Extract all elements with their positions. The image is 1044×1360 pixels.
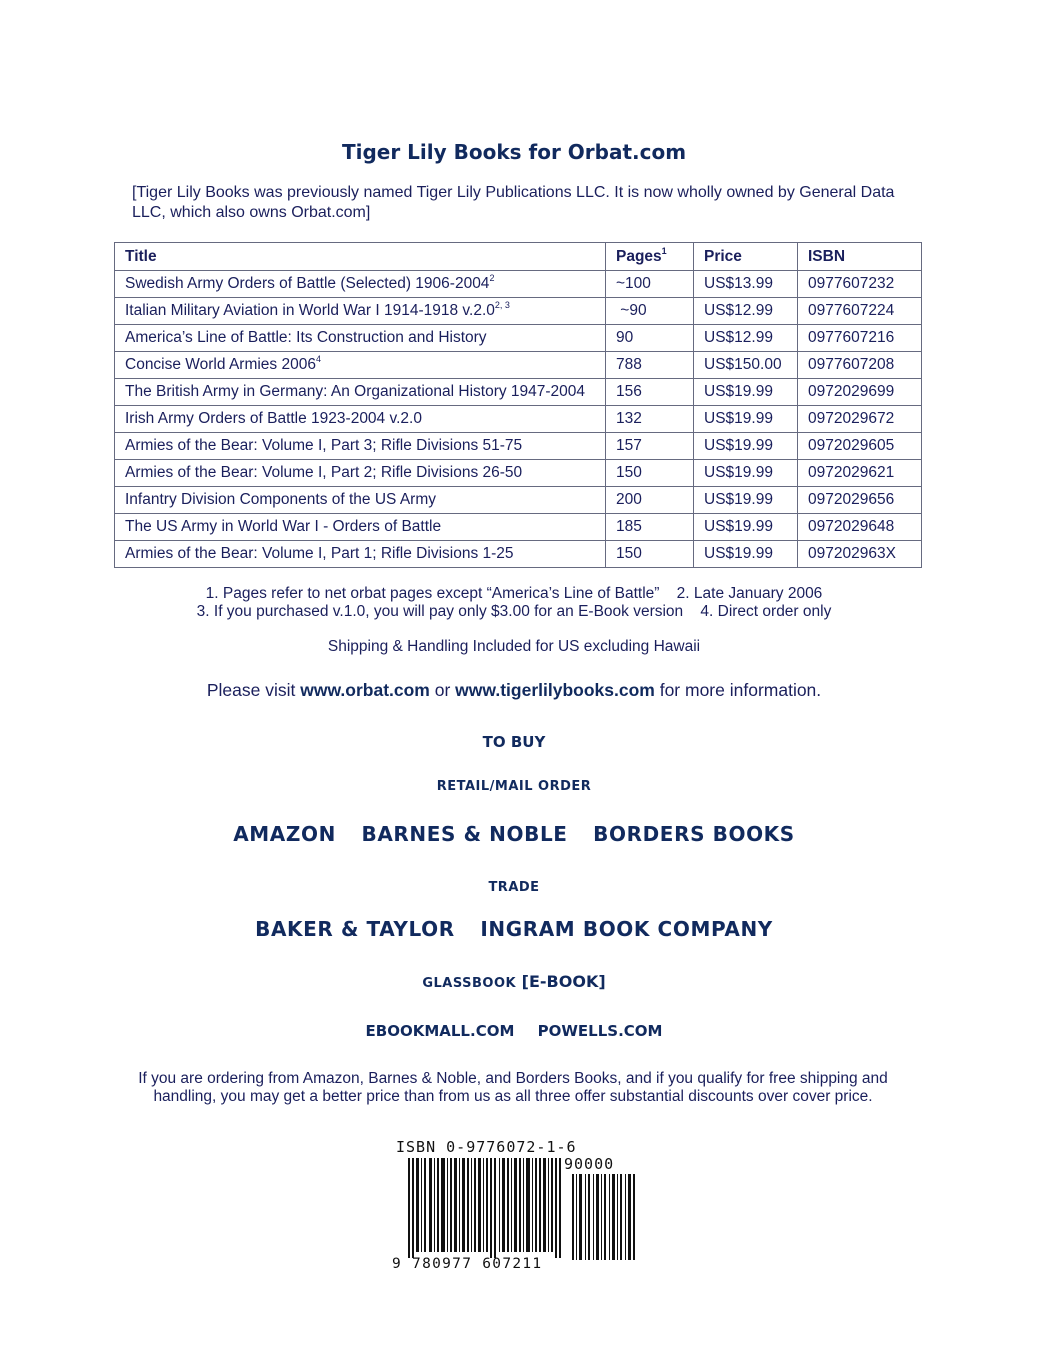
cell-title bbox=[115, 541, 606, 568]
footnote-line-1: 1. Pages refer to net orbat pages except “America’s Line of Battle” 2. Late January 2006 bbox=[205, 585, 823, 602]
ebook-heading bbox=[0, 972, 1028, 991]
cell-pages: 157 bbox=[606, 433, 694, 460]
cell-title bbox=[115, 298, 606, 325]
cell-isbn: 0972029605 bbox=[798, 433, 922, 460]
ebook-vendors bbox=[0, 1022, 1028, 1040]
cell-price: US$150.00 bbox=[694, 352, 798, 379]
to-buy-heading: TO BUY bbox=[482, 733, 546, 751]
ebook-bracket-label: [E-BOOK] bbox=[521, 972, 606, 991]
cell-isbn: 0977607232 bbox=[798, 271, 922, 298]
book-title: The US Army in World War I - Orders of Battle bbox=[125, 518, 442, 535]
tigerlily-link[interactable]: www.tigerlilybooks.com bbox=[455, 680, 655, 700]
page-title: Tiger Lily Books for Orbat.com bbox=[341, 140, 687, 164]
title-footnote-mark: 2 bbox=[489, 273, 495, 283]
book-title: Italian Military Aviation in World War I 1914-1918 v.2.0 bbox=[125, 302, 495, 319]
visit-suffix: for more information. bbox=[654, 680, 822, 700]
cell-pages: ~90 bbox=[606, 298, 694, 325]
cell-pages: 150 bbox=[606, 541, 694, 568]
vendor-borders: BORDERS BOOKS bbox=[593, 822, 795, 846]
cell-title bbox=[115, 433, 606, 460]
cell-price: US$19.99 bbox=[694, 541, 798, 568]
cell-price: US$12.99 bbox=[694, 325, 798, 352]
cell-title bbox=[115, 487, 606, 514]
vendor-baker-taylor: BAKER & TAYLOR bbox=[255, 917, 455, 941]
column-header-isbn: ISBN bbox=[798, 243, 922, 271]
cell-pages: 150 bbox=[606, 460, 694, 487]
vendor-amazon: AMAZON bbox=[233, 822, 336, 846]
vendor-powells: POWELLS.COM bbox=[537, 1022, 663, 1040]
trade-heading: TRADE bbox=[488, 880, 540, 895]
cell-title bbox=[115, 379, 606, 406]
cell-pages: ~100 bbox=[606, 271, 694, 298]
book-title: The British Army in Germany: An Organizational History 1947-2004 bbox=[125, 383, 586, 400]
barcode-isbn-text: ISBN 0-9776072-1-6 bbox=[396, 1138, 577, 1156]
retail-heading: RETAIL/MAIL ORDER bbox=[436, 779, 592, 794]
barcode-price-code: 90000 bbox=[564, 1155, 615, 1173]
book-title: Armies of the Bear: Volume I, Part 3; Rifle Divisions 51-75 bbox=[125, 437, 523, 454]
table-row bbox=[115, 352, 922, 379]
visit-line bbox=[0, 680, 1028, 701]
cell-price: US$12.99 bbox=[694, 298, 798, 325]
vendor-ebookmall: EBOOKMALL.COM bbox=[365, 1022, 515, 1040]
visit-middle: or bbox=[429, 680, 456, 700]
cell-title bbox=[115, 352, 606, 379]
cell-title bbox=[115, 460, 606, 487]
trade-vendors bbox=[0, 917, 1028, 941]
title-footnote-mark: 2, 3 bbox=[494, 300, 510, 310]
cell-isbn: 0977607208 bbox=[798, 352, 922, 379]
table-row bbox=[115, 433, 922, 460]
table-row bbox=[115, 487, 922, 514]
cell-isbn: 097202963X bbox=[798, 541, 922, 568]
column-header-pages bbox=[606, 243, 694, 271]
isbn-barcode bbox=[392, 1138, 642, 1278]
barcode-ean-digits: 9 780977 607211 bbox=[392, 1256, 543, 1272]
title-footnote-mark: 4 bbox=[315, 354, 321, 364]
book-title: Armies of the Bear: Volume I, Part 1; Rifle Divisions 1-25 bbox=[125, 545, 514, 562]
cell-isbn: 0977607224 bbox=[798, 298, 922, 325]
cell-price: US$19.99 bbox=[694, 460, 798, 487]
cell-isbn: 0972029699 bbox=[798, 379, 922, 406]
closing-paragraph: If you are ordering from Amazon, Barnes & Noble, and Borders Books, and if you qualify for free shipping and handling, you may get a better price than from us as all three offer substantial discounts over cover price. bbox=[138, 1070, 888, 1105]
shipping-note: Shipping & Handling Included for US excluding Hawaii bbox=[327, 638, 701, 655]
cell-price: US$19.99 bbox=[694, 406, 798, 433]
glassbook-label: GLASSBOOK bbox=[422, 976, 517, 991]
cell-pages: 132 bbox=[606, 406, 694, 433]
cell-pages: 200 bbox=[606, 487, 694, 514]
orbat-link[interactable]: www.orbat.com bbox=[300, 680, 430, 700]
vendor-ingram: INGRAM BOOK COMPANY bbox=[480, 917, 773, 941]
cell-price: US$19.99 bbox=[694, 433, 798, 460]
footnote-line-2: 3. If you purchased v.1.0, you will pay only $3.00 for an E-Book version 4. Direct order only bbox=[196, 603, 832, 620]
cell-isbn: 0972029621 bbox=[798, 460, 922, 487]
table-row bbox=[115, 514, 922, 541]
book-title: Concise World Armies 2006 bbox=[125, 356, 316, 373]
pages-footnote-mark: 1 bbox=[661, 245, 667, 256]
cell-title bbox=[115, 514, 606, 541]
cell-pages: 788 bbox=[606, 352, 694, 379]
table-row bbox=[115, 541, 922, 568]
cell-price: US$19.99 bbox=[694, 379, 798, 406]
visit-prefix: Please visit bbox=[206, 680, 301, 700]
barcode-bars bbox=[404, 1158, 644, 1260]
cell-pages: 90 bbox=[606, 325, 694, 352]
cell-isbn: 0972029672 bbox=[798, 406, 922, 433]
book-title: America’s Line of Battle: Its Construction and History bbox=[125, 329, 487, 346]
cell-price: US$19.99 bbox=[694, 514, 798, 541]
cell-pages: 185 bbox=[606, 514, 694, 541]
column-header-price: Price bbox=[694, 243, 798, 271]
cell-title bbox=[115, 271, 606, 298]
cell-title bbox=[115, 325, 606, 352]
book-title: Armies of the Bear: Volume I, Part 2; Rifle Divisions 26-50 bbox=[125, 464, 523, 481]
table-row bbox=[115, 379, 922, 406]
cell-isbn: 0977607216 bbox=[798, 325, 922, 352]
column-header-title: Title bbox=[115, 243, 606, 271]
vendor-barnes-noble: BARNES & NOBLE bbox=[361, 822, 568, 846]
pages-label: Pages bbox=[616, 247, 662, 265]
table-header-row bbox=[115, 243, 922, 271]
table-row bbox=[115, 406, 922, 433]
cell-pages: 156 bbox=[606, 379, 694, 406]
table-row bbox=[115, 460, 922, 487]
cell-price: US$19.99 bbox=[694, 487, 798, 514]
cell-title bbox=[115, 406, 606, 433]
book-table bbox=[114, 242, 922, 568]
book-title: Irish Army Orders of Battle 1923-2004 v.2.0 bbox=[125, 410, 422, 427]
cell-isbn: 0972029656 bbox=[798, 487, 922, 514]
table-row bbox=[115, 298, 922, 325]
cell-isbn: 0972029648 bbox=[798, 514, 922, 541]
book-title: Infantry Division Components of the US Army bbox=[125, 491, 436, 508]
retail-vendors bbox=[0, 822, 1028, 846]
table-row bbox=[115, 325, 922, 352]
cell-price: US$13.99 bbox=[694, 271, 798, 298]
book-title: Swedish Army Orders of Battle (Selected) 1906-2004 bbox=[125, 275, 490, 292]
intro-paragraph: [Tiger Lily Books was previously named Tiger Lily Publications LLC. It is now wholly owned by General Data LLC, which also owns Orbat.com] bbox=[132, 184, 895, 221]
table-row bbox=[115, 271, 922, 298]
